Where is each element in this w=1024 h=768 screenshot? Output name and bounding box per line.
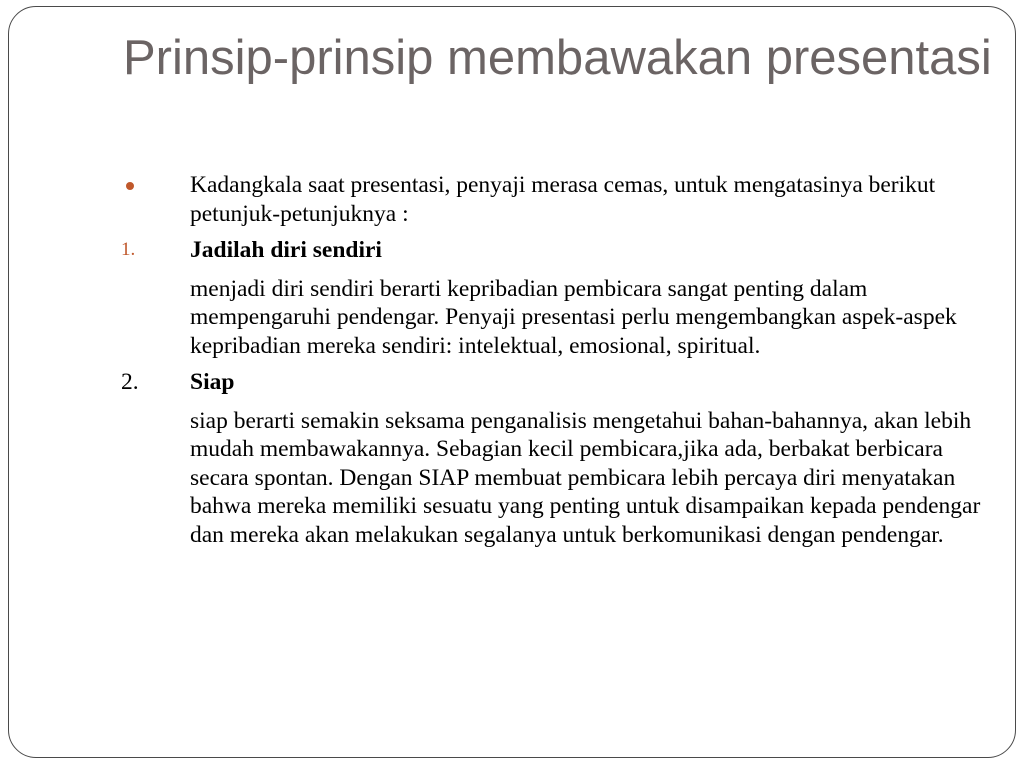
list-item-title: Jadilah diri sendiri: [190, 237, 382, 263]
list-item-number: 2.: [121, 369, 139, 395]
list-item-heading: [121, 368, 981, 397]
list-item-number: 1.: [121, 239, 136, 260]
intro-bullet: [121, 171, 981, 228]
slide-body: [121, 171, 981, 549]
list-item-text: siap berarti semakin seksama penganalisis mengetahui bahan-bahannya, akan lebih mudah membawakannya. Sebagian kecil pembicara,jika ada, berbakat berbicara secara spontan. Dengan SIAP membuat pembicara lebih percaya diri menyatakan bahwa mereka memiliki sesuatu yang penting untuk disampaikan kepada pendengar dan mereka akan melakukan segalanya untuk berkomunikasi dengan pendengar.: [190, 407, 981, 548]
bullet-dot-icon: [126, 182, 134, 190]
list-item-description: [121, 275, 981, 361]
slide-frame: [8, 6, 1016, 758]
list-item-text: menjadi diri sendiri berarti kepribadian pembicara sangat penting dalam mempengaruhi pendengar. Penyaji presentasi perlu mengembangkan aspek-aspek kepribadian mereka sendiri: intelektual, emosional, spiritual.: [190, 275, 957, 359]
list-item-title: Siap: [190, 369, 235, 395]
list-item-heading: [121, 236, 981, 265]
intro-text: Kadangkala saat presentasi, penyaji merasa cemas, untuk mengatasinya berikut petunjuk-petunjuknya :: [190, 172, 936, 227]
slide-title: Prinsip-prinsip membawakan presentasi: [123, 31, 992, 85]
list-item-description: [121, 407, 981, 550]
